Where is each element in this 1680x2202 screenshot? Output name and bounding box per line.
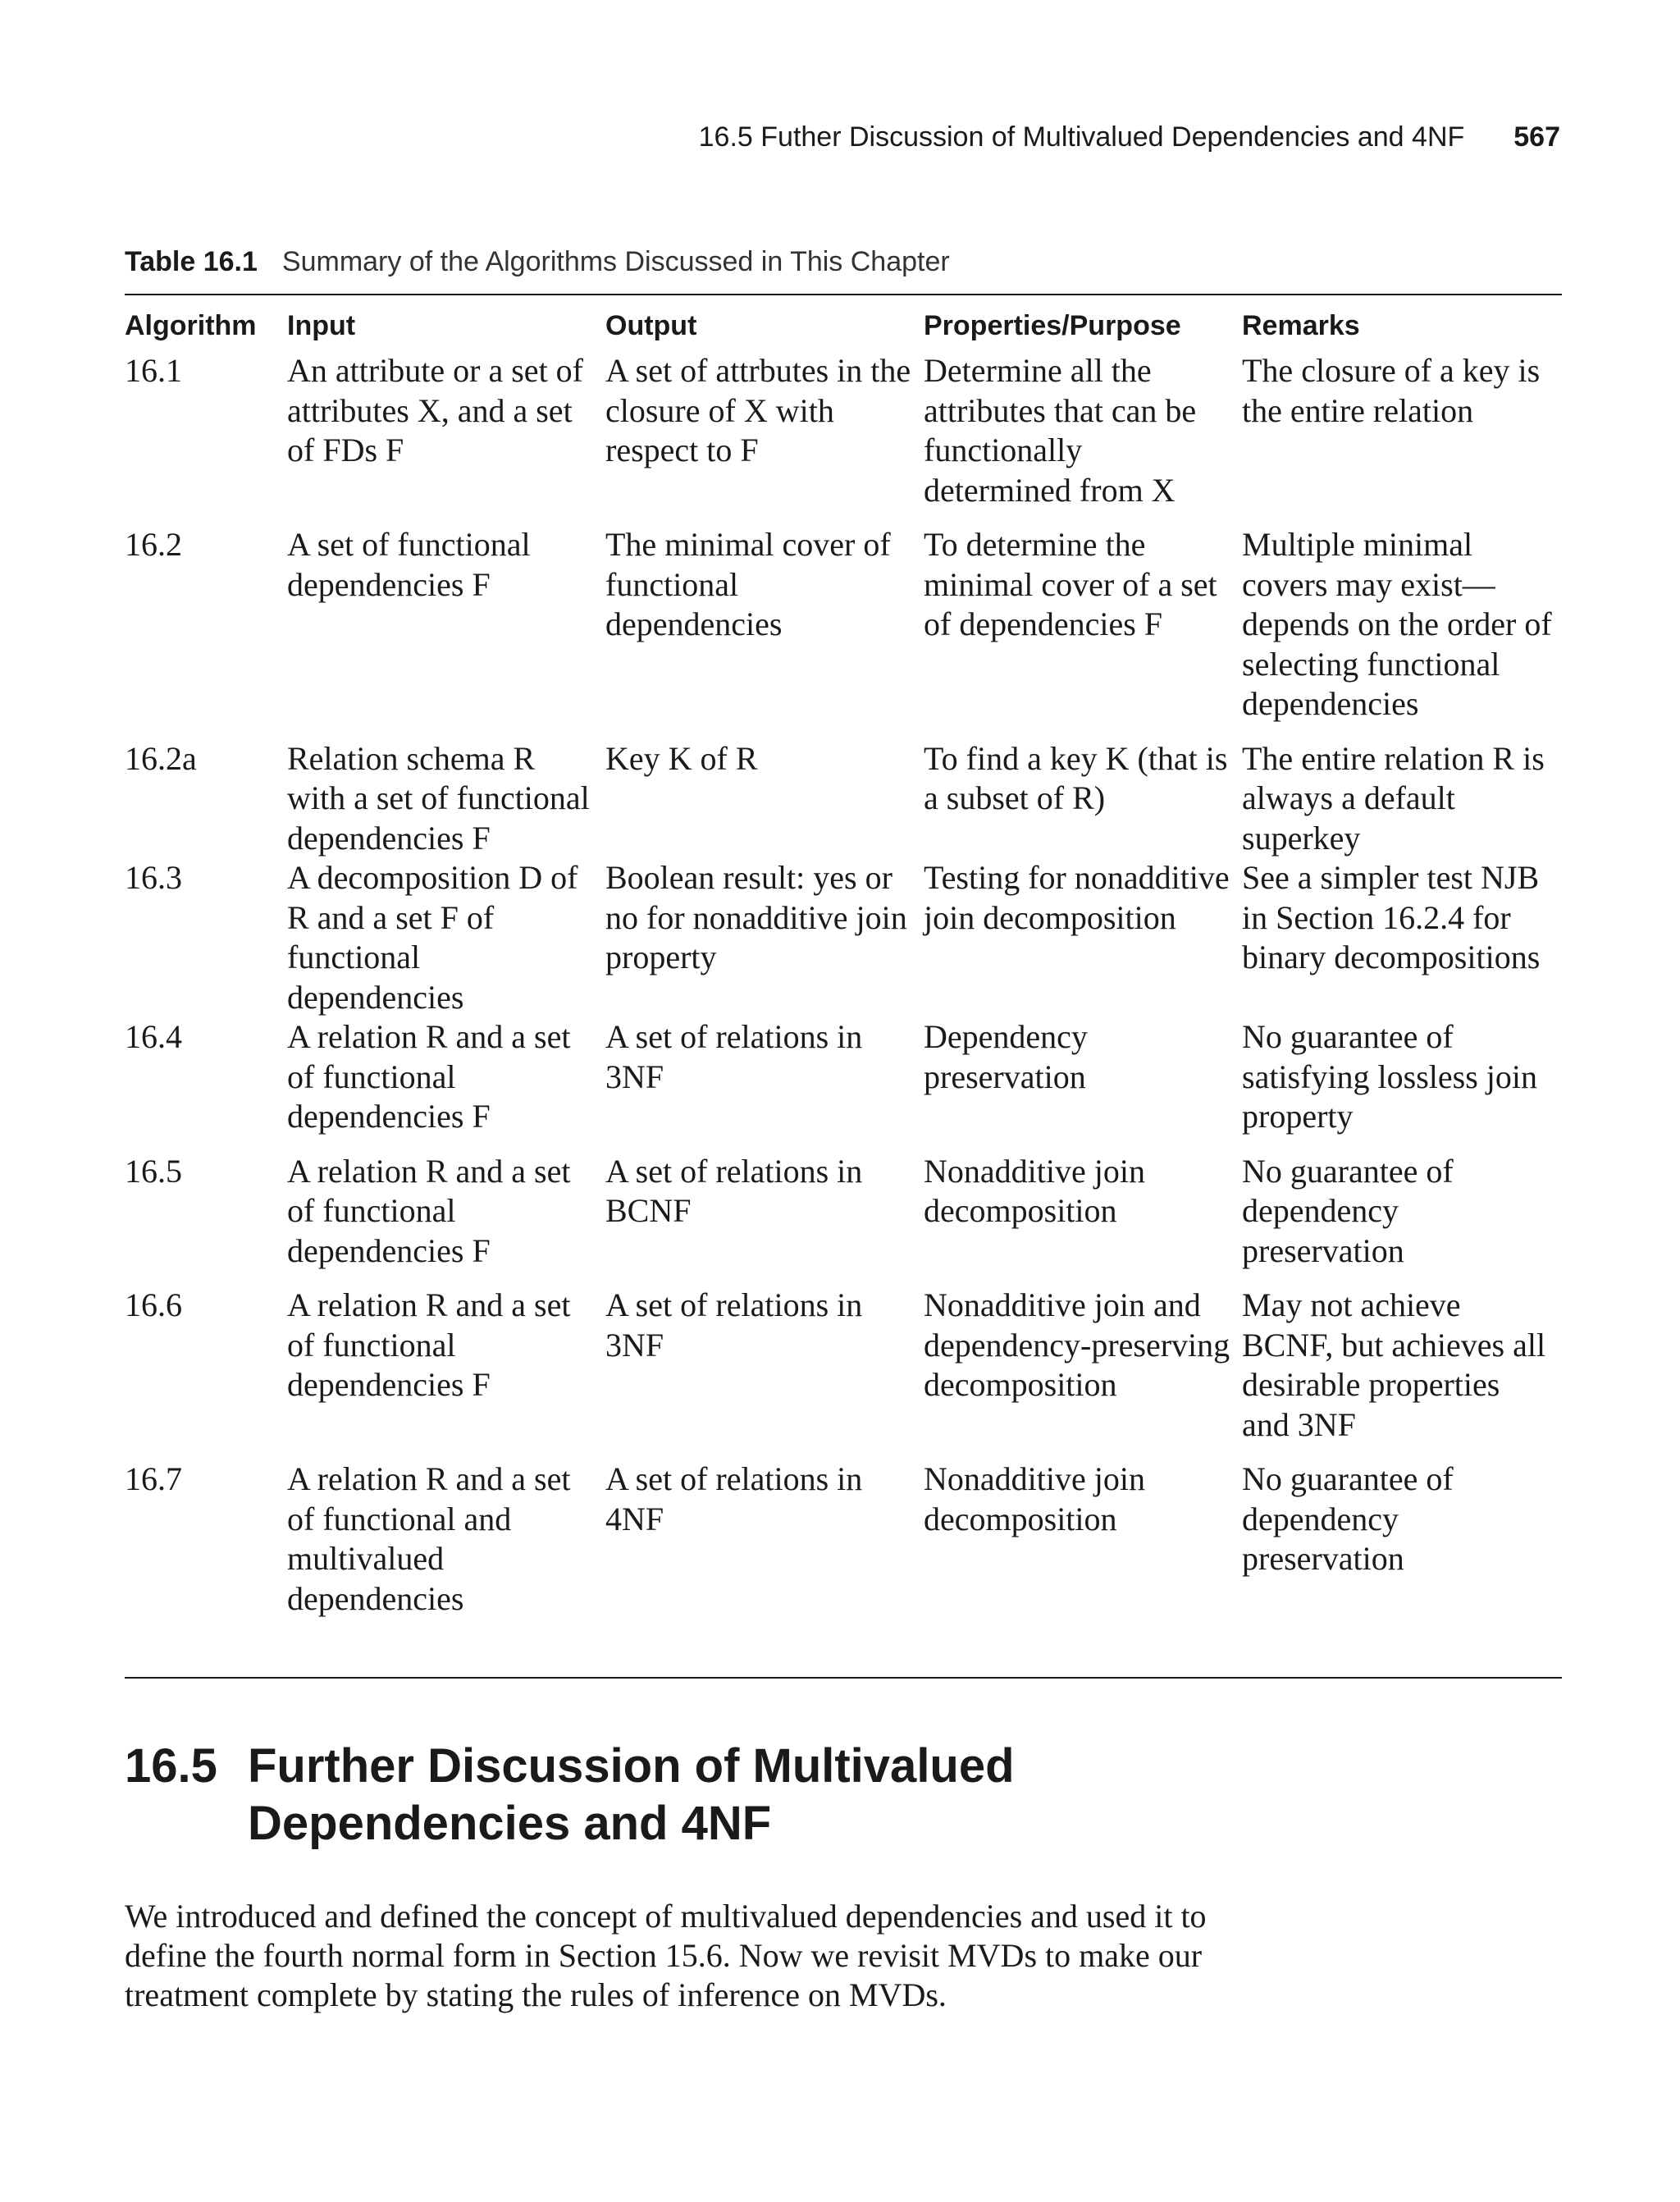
table-cell: No guarantee of dependency preservation xyxy=(1242,1152,1454,1269)
table-cell: A set of attrbutes in the closure of X with respect to F xyxy=(605,352,911,468)
table-row xyxy=(125,1152,1562,1286)
table-caption-label: Table 16.1 xyxy=(125,246,258,277)
body-paragraph: We introduced and defined the concept of multivalued dependencies and used it to define the fourth normal form in Section 15.6. Now we revisit MVDs to make our treatment complete by stating the rules of inference on MVDs. xyxy=(125,1898,1207,2013)
table-cell: A set of functional dependencies F xyxy=(287,526,531,603)
section-title-line1: Further Discussion of Multivalued xyxy=(248,1739,1015,1793)
table-cell: A decomposition D of R and a set F of functional dependencies xyxy=(287,859,578,1016)
algorithm-summary-table xyxy=(125,305,1562,1619)
table-cell: The closure of a key is the entire relation xyxy=(1242,352,1541,429)
table-cell: 16.1 xyxy=(125,352,182,389)
table-cell: Relation schema R with a set of functional dependencies F xyxy=(287,739,590,857)
column-header: Algorithm xyxy=(125,309,257,341)
table-row xyxy=(125,351,1562,525)
table-cell: The minimal cover of functional dependencies xyxy=(605,526,891,642)
table-cell: A relation R and a set of functional dependencies F xyxy=(287,1018,571,1135)
section-number: 16.5 xyxy=(125,1739,217,1793)
table-cell: To determine the minimal cover of a set of dependencies F xyxy=(924,526,1217,642)
running-title: 16.5 Futher Discussion of Multivalued Dependencies and 4NF xyxy=(698,121,1465,153)
running-head xyxy=(123,121,1560,153)
table-row xyxy=(125,1460,1562,1619)
column-header: Output xyxy=(605,309,697,341)
table-cell: 16.2a xyxy=(125,739,197,777)
table-row xyxy=(125,1286,1562,1460)
table-cell: A set of relations in 3NF xyxy=(605,1018,863,1095)
table-cell: To find a key K (that is a subset of R) xyxy=(924,739,1228,816)
table-cell: A relation R and a set of functional dependencies F xyxy=(287,1152,571,1269)
table-cell: 16.6 xyxy=(125,1286,182,1323)
table-row xyxy=(125,739,1562,859)
table-cell: May not achieve BCNF, but achieves all desirable properties and 3NF xyxy=(1242,1286,1546,1443)
table-cell: A set of relations in BCNF xyxy=(605,1152,863,1229)
page-number: 567 xyxy=(1513,121,1560,153)
table-cell: 16.4 xyxy=(125,1018,182,1055)
section-heading xyxy=(125,1738,1109,1853)
table-caption xyxy=(125,246,950,278)
table-cell: An attribute or a set of attributes X, and a set of FDs F xyxy=(287,352,583,468)
table-cell: Nonadditive join decomposition xyxy=(924,1460,1145,1537)
table-cell: Testing for nonadditive join decomposition xyxy=(924,859,1230,936)
table-cell: Determine all the attributes that can be functionally determined from X xyxy=(924,352,1197,509)
column-header: Remarks xyxy=(1242,309,1360,341)
section-title-line2: Dependencies and 4NF xyxy=(248,1797,772,1850)
table-caption-text: Summary of the Algorithms Discussed in This Chapter xyxy=(281,246,950,277)
table-cell: Boolean result: yes or no for nonadditive join property xyxy=(605,859,907,975)
table-cell: Nonadditive join and dependency-preserving decomposition xyxy=(924,1286,1230,1403)
table-cell: A set of relations in 3NF xyxy=(605,1286,863,1364)
table-cell: Key K of R xyxy=(605,739,758,777)
table-top-rule xyxy=(125,294,1562,295)
table-cell: The entire relation R is always a default superkey xyxy=(1242,739,1545,857)
table-row xyxy=(125,525,1562,739)
table-cell: No guarantee of dependency preservation xyxy=(1242,1460,1454,1577)
table-cell: A relation R and a set of functional dependencies F xyxy=(287,1286,571,1403)
table-cell: A set of relations in 4NF xyxy=(605,1460,863,1537)
table-cell: Multiple minimal covers may exist— depends on the order of selecting functional dependencies xyxy=(1242,526,1552,722)
column-header: Properties/Purpose xyxy=(924,309,1181,341)
table-cell: 16.5 xyxy=(125,1152,182,1190)
table-bottom-rule xyxy=(125,1677,1562,1679)
column-header: Input xyxy=(287,309,356,341)
table-row xyxy=(125,858,1562,1017)
table-header-row xyxy=(125,305,1562,351)
table-cell: 16.2 xyxy=(125,526,182,563)
table-cell: 16.7 xyxy=(125,1460,182,1497)
table-cell: See a simpler test NJB in Section 16.2.4 for binary decompositions xyxy=(1242,859,1541,975)
table-cell: Nonadditive join decomposition xyxy=(924,1152,1145,1229)
table-cell: No guarantee of satisfying lossless join property xyxy=(1242,1018,1538,1135)
table-row xyxy=(125,1017,1562,1152)
table-cell: A relation R and a set of functional and multivalued dependencies xyxy=(287,1460,571,1617)
table-cell: 16.3 xyxy=(125,859,182,896)
table-cell: Dependency preservation xyxy=(924,1018,1088,1095)
